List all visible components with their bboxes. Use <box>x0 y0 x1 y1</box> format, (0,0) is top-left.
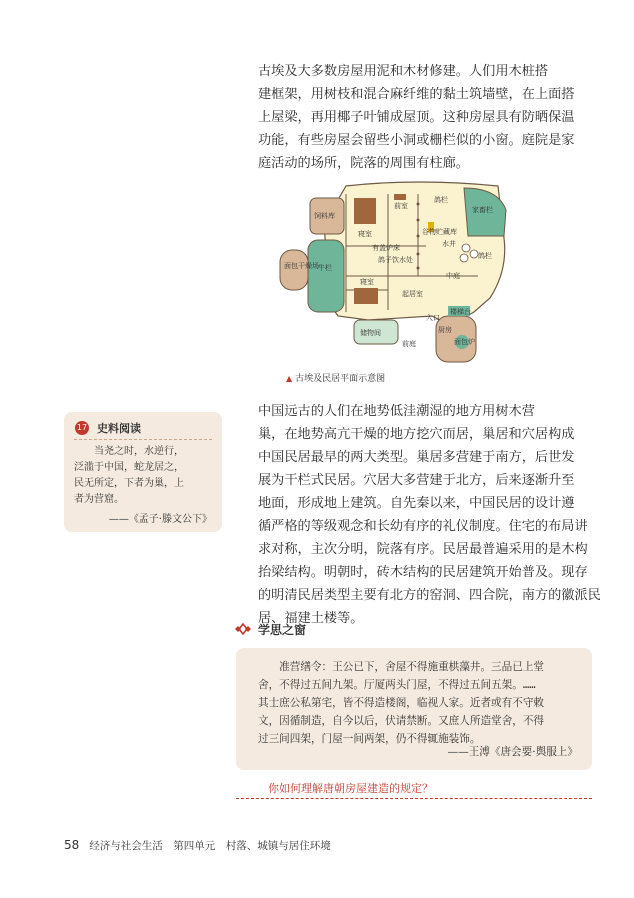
grain-circle <box>460 254 468 262</box>
intro-paragraph-egypt <box>258 60 594 175</box>
quote-line: 者为营窟。 <box>74 494 124 505</box>
label-well: 水井 <box>442 240 456 248</box>
discussion-question: 你如何理解唐朝房屋建造的规定？ <box>268 782 433 795</box>
label-pigeon-drink: 鸽子饮水处 <box>378 256 413 264</box>
tang-citation: ——王溥《唐会要·舆服上》 <box>447 746 578 758</box>
diamond-ornament-icon <box>234 622 252 636</box>
label-entrance: 入口 <box>426 314 440 322</box>
text-line: 古埃及大多数房屋用泥和木材修建。人们用木桩搭 <box>258 64 549 79</box>
tang-regulation-quote <box>258 658 584 748</box>
thinking-window-title: 学思之窗 <box>258 623 307 637</box>
page-number: 58 <box>64 838 80 852</box>
text-line: 抬梁结构。明朝时，砖木结构的民居建筑开始普及。现存 <box>258 565 588 580</box>
bed-lower <box>354 288 378 304</box>
quote-line: 当尧之时，水逆行， <box>74 446 184 457</box>
quote-line: 过三间四架，门屋一间两架，仍不得辄施装饰。 <box>258 733 481 745</box>
text-line: 庭活动的场所，院落的周围有柱廊。 <box>258 156 469 171</box>
divider <box>74 439 212 440</box>
text-line: 地面，形成地上建筑。自先秦以来，中国民居的设计遵 <box>258 496 575 511</box>
thinking-window-box <box>236 648 592 770</box>
text-line: 居、福建土楼等。 <box>258 611 364 626</box>
cattle-pen <box>308 240 344 312</box>
label-bread-oven: 面包炉 <box>454 338 475 346</box>
quote-line: 泛滥于中国，蛇龙居之， <box>74 462 184 473</box>
quote-line: 准营缮令：王公已下，舍屋不得施重栱藻井。三品已上堂 <box>258 661 545 673</box>
quote-line: 其士庶公私第宅，皆不得造楼阁，临视人家。近者或有不守敕 <box>258 697 545 709</box>
label-bedroom-lower: 寝室 <box>360 278 374 286</box>
page-footer <box>64 838 331 853</box>
dashed-divider <box>236 798 592 799</box>
text-line: 建框架，用树枝和混合麻纤维的黏土筑墙壁，在上面搭 <box>258 87 575 102</box>
source-reading-box <box>64 412 222 532</box>
label-living-room: 起居室 <box>402 290 423 298</box>
label-storage: 储物间 <box>360 329 381 337</box>
label-fodder-oven: 有盖炉床 <box>372 244 400 252</box>
source-reading-title: 史料阅读 <box>97 422 141 435</box>
label-staircase: 楼梯台 <box>450 308 471 316</box>
quote-line: 民无所定，下者为巢，上 <box>74 478 184 489</box>
text-line: 巢，在地势高亢干燥的地方挖穴而居，巢居和穴居构成 <box>258 427 575 442</box>
label-feed-store: 饲料库 <box>314 212 335 220</box>
text-line: 展为干栏式民居。穴居大多营建于北方，后来逐渐升至 <box>258 473 575 488</box>
label-kitchen: 厨房 <box>438 326 452 334</box>
quote-line: 舍，不得过五间九架。厅厦两头门屋，不得过五间五架。…… <box>258 679 536 691</box>
grain-circle <box>462 244 470 252</box>
label-cattle-pen: 牛栏 <box>318 264 332 272</box>
text-line: 循严格的等级观念和长幼有序的礼仪制度。住宅的布局讲 <box>258 519 588 534</box>
source-number-badge: 17 <box>75 421 89 435</box>
caption-triangle-icon: ▲ <box>286 374 293 383</box>
label-middle-court: 中庭 <box>446 272 460 280</box>
label-pigeon-pen-right: 鸽栏 <box>478 252 492 260</box>
caption-text: 古埃及民居平面示意图 <box>295 374 386 384</box>
quote-line: 文，因循制造，自今以后，伏请禁断。又庶人所造堂舍，不得 <box>258 715 545 727</box>
bakery-yard <box>280 250 308 290</box>
bed-left <box>354 198 376 224</box>
label-front-court: 前庭 <box>402 340 416 348</box>
front-room-mark <box>394 194 406 200</box>
text-line: 功能，有些房屋会留些小洞或栅栏似的小窗。庭院是家 <box>258 133 575 148</box>
text-line: 上屋梁，再用椰子叶铺成屋顶。这种房屋具有防晒保温 <box>258 110 575 125</box>
label-pigeon-pen-top: 鸽栏 <box>434 196 448 204</box>
figure-caption <box>286 371 385 384</box>
grain-circle <box>470 250 478 258</box>
footer-text: 经济与社会生活 第四单元 村落、城镇与居住环境 <box>89 840 331 852</box>
label-livestock-pen: 家畜栏 <box>472 206 493 214</box>
text-line: 的明清民居类型主要有北方的窑洞、四合院，南方的徽派民 <box>258 588 601 603</box>
egyptian-house-floor-plan <box>268 180 528 370</box>
text-line: 中国远古的人们在地势低洼潮湿的地方用树木营 <box>258 404 535 419</box>
source-quote <box>74 444 216 508</box>
label-grain-store: 谷物贮藏库 <box>422 228 457 236</box>
label-front-room: 前室 <box>394 202 408 210</box>
text-line: 中国民居最早的两大类型。巢居多营建于南方，后世发 <box>258 450 575 465</box>
label-bakery: 面包干燥场 <box>284 262 319 270</box>
label-bedroom-left: 寝室 <box>358 230 372 238</box>
china-dwelling-paragraph <box>258 400 601 630</box>
text-line: 求对称，主次分明，院落有序。民居最普遍采用的是木构 <box>258 542 588 557</box>
source-citation: ——《孟子·滕文公下》 <box>108 514 212 525</box>
